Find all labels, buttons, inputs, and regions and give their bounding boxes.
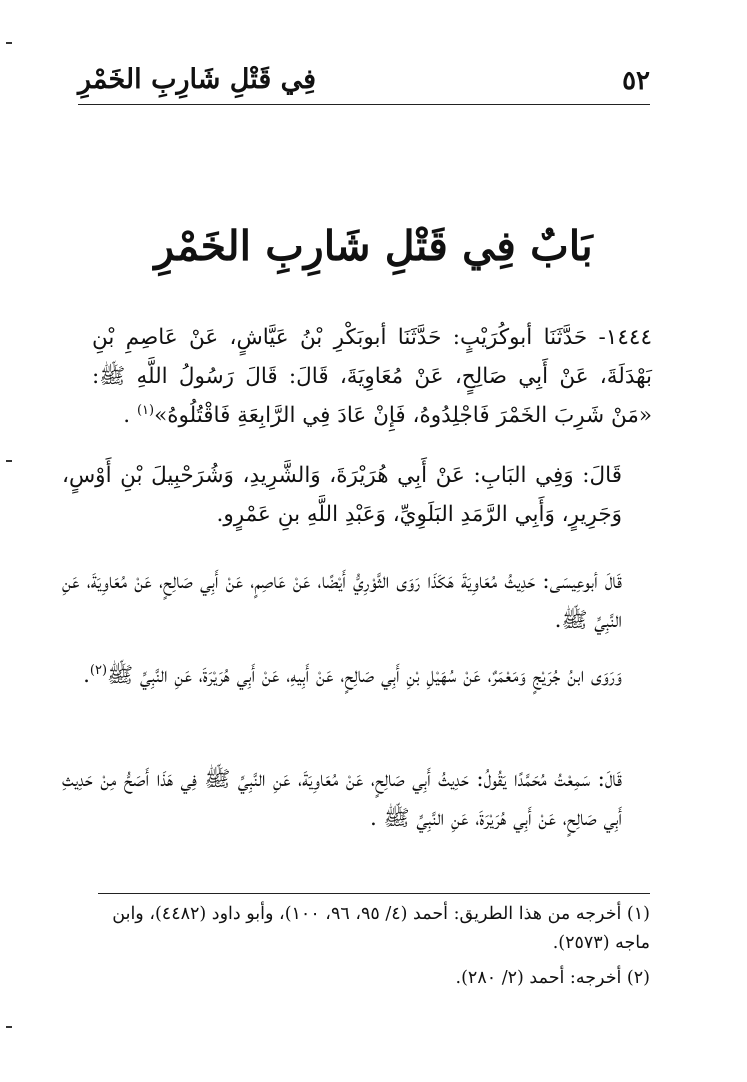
chapter-title: بَابٌ فِي قَتْلِ شَارِبِ الخَمْرِ [154, 222, 593, 270]
footnote-divider [98, 893, 650, 894]
margin-mark [6, 1026, 12, 1028]
hadith-paragraph [92, 318, 652, 435]
running-header [78, 60, 650, 105]
hadith-text: ١٤٤٤- حَدَّثَنَا أبوكُرَيْبٍ: حَدَّثَنَا أبوبَكْرِ بْنُ عَيَّاشٍ، عَنْ عَاصِمِ بْنِ بَهْدَلَةَ، عَنْ أَبِي صَالِحٍ، عَنْ مُعَاوِيَةَ، قَالَ: قَالَ رَسُولُ اللَّهِ ﷺ: «مَنْ شَرِبَ الخَمْرَ فَاجْلِدُوهُ، فَإِنْ عَادَ فِي الرَّابِعَةِ فَاقْتُلُوهُ» [92, 325, 652, 428]
footnotes [90, 900, 650, 999]
margin-mark [6, 460, 12, 462]
paragraph-end: . [83, 663, 90, 688]
paragraph-end: . [123, 403, 137, 428]
running-title: فِي قَتْلِ شَارِبِ الخَمْرِ [78, 64, 317, 95]
commentary-text: وَرَوَى ابنُ جُرَيْجٍ وَمَعْمَرٌ، عَنْ سُهَيْلِ بْنِ أَبِي صَالِحٍ، عَنْ أَبِيهِ، عَنْ أَبِي هُرَيْرَةَ، عَنِ النَّبِيِّ ﷺ [107, 663, 622, 688]
footnote-ref-2[interactable]: (٢) [89, 662, 108, 678]
commentary-paragraph: قَالَ أبوعِيسَى: حَدِيثُ مُعَاوِيَةَ هَكَذَا رَوَى الثَّوْرِيُّ أَيْضًا، عَنْ عَاصِمٍ، عَنْ أَبِي صَالِحٍ، عَنْ مُعَاوِيَةَ، عَنِ النَّبِيِّ ﷺ. [62, 569, 622, 633]
footnote-1: (١) أخرجه من هذا الطريق: أحمد (٤/ ٩٥، ٩٦، ١٠٠)، وأبو داود (٤٤٨٢)، وابن ماجه (٢٥٧٣). [112, 904, 650, 953]
footnote-ref-1[interactable]: (١) [136, 402, 155, 418]
commentary-paragraph [62, 656, 652, 695]
commentary-paragraph: قَالَ: سَمِعْتُ مُحَمَّدًا يَقُولُ: حَدِيثُ أَبِي صَالِحٍ، عَنْ مُعَاوِيَةَ، عَنِ النَّبِيِّ ﷺ فِي هَذَا أَصَحُّ مِنْ حَدِيثِ أَبِي صَالِحٍ، عَنْ أَبِي هُرَيْرَةَ، عَنِ النَّبِيِّ ﷺ . [62, 767, 622, 831]
footnote-2: (٢) أخرجه: أحمد (٢/ ٢٨٠). [455, 968, 650, 988]
commentary-paragraph: قَالَ: وَفِي البَابِ: عَنْ أَبِي هُرَيْرَةَ، وَالشَّرِيدِ، وَشُرَحْبِيلَ بْنِ أَوْسٍ، وَجَرِيرٍ، وَأَبِي الرَّمَدِ البَلَوِيِّ، وَعَبْدِ اللَّهِ بنِ عَمْرٍو. [62, 463, 622, 527]
margin-mark [6, 42, 12, 44]
page-number: ٥٢ [622, 66, 650, 96]
